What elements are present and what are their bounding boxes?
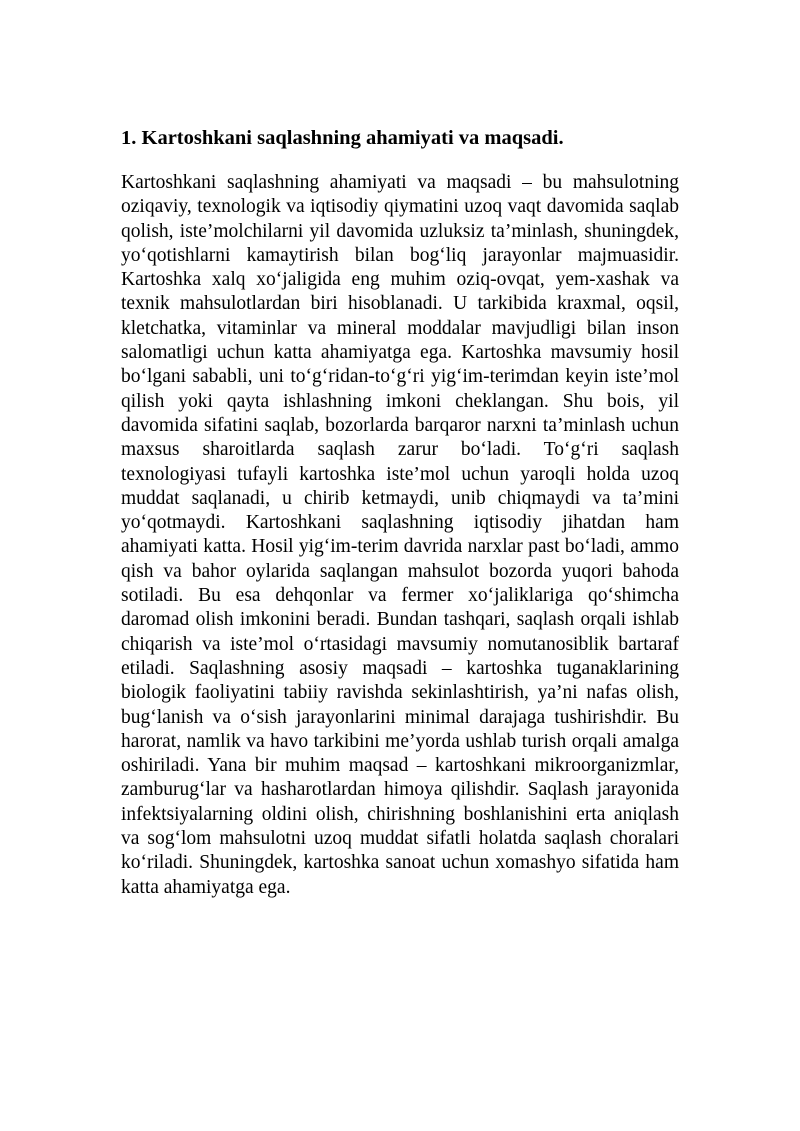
- document-page: [121, 123, 679, 900]
- body-paragraph: Kartoshkani saqlashning ahamiyati va maqsadi – bu mahsulotning oziqaviy, texnologik va iqtisodiy qiymatini uzoq vaqt davomida saqlab qolish, iste’molchilarni yil davomida uzluksiz ta’minlash, shuningdek, yo‘qotishlarni kamaytirish bilan bog‘liq jarayonlar majmuasidir. Kartoshka xalq xo‘jaligida eng muhim oziq-ovqat, yem-xashak va texnik mahsulotlardan biri hisoblanadi. U tarkibida kraxmal, oqsil, kletchatka, vitaminlar va mineral moddalar mavjudligi bilan inson salomatligi uchun katta ahamiyatga ega. Kartoshka mavsumiy hosil bo‘lgani sababli, uni to‘g‘ridan-to‘g‘ri yig‘im-terimdan keyin iste’mol qilish yoki qayta ishlashning imkoni cheklangan. Shu bois, yil davomida sifatini saqlab, bozorlarda barqaror narxni ta’minlash uchun maxsus sharoitlarda saqlash zarur bo‘ladi. To‘g‘ri saqlash texnologiyasi tufayli kartoshka iste’mol uchun yaroqli holda uzoq muddat saqlanadi, u chirib ketmaydi, unib chiqmaydi va ta’mini yo‘qotmaydi. Kartoshkani saqlashning iqtisodiy jihatdan ham ahamiyati katta. Hosil yig‘im-terim davrida narxlar past bo‘ladi, ammo qish va bahor oylarida saqlangan mahsulot bozorda yuqori bahoda sotiladi. Bu esa dehqonlar va fermer xo‘jaliklariga qo‘shimcha daromad olish imkonini beradi. Bundan tashqari, saqlash orqali ishlab chiqarish va iste’mol o‘rtasidagi mavsumiy nomutanosiblik bartaraf etiladi. Saqlashning asosiy maqsadi – kartoshka tuganaklarining biologik faoliyatini tabiiy ravishda sekinlashtirish, ya’ni nafas olish, bug‘lanish va o‘sish jarayonlarini minimal darajaga tushirishdir. Bu harorat, namlik va havo tarkibini me’yorda ushlab turish orqali amalga oshiriladi. Yana bir muhim maqsad – kartoshkani mikroorganizmlar, zamburug‘lar va hasharotlardan himoya qilishdir. Saqlash jarayonida infektsiyalarning oldini olish, chirishning boshlanishini erta aniqlash va sog‘lom mahsulotni uzoq muddat sifatli holatda saqlash choralari ko‘riladi. Shuningdek, kartoshka sanoat uchun xomashyo sifatida ham katta ahamiyatga ega.: [121, 172, 679, 898]
- section-heading: 1. Kartoshkani saqlashning ahamiyati va maqsadi.: [121, 127, 564, 149]
